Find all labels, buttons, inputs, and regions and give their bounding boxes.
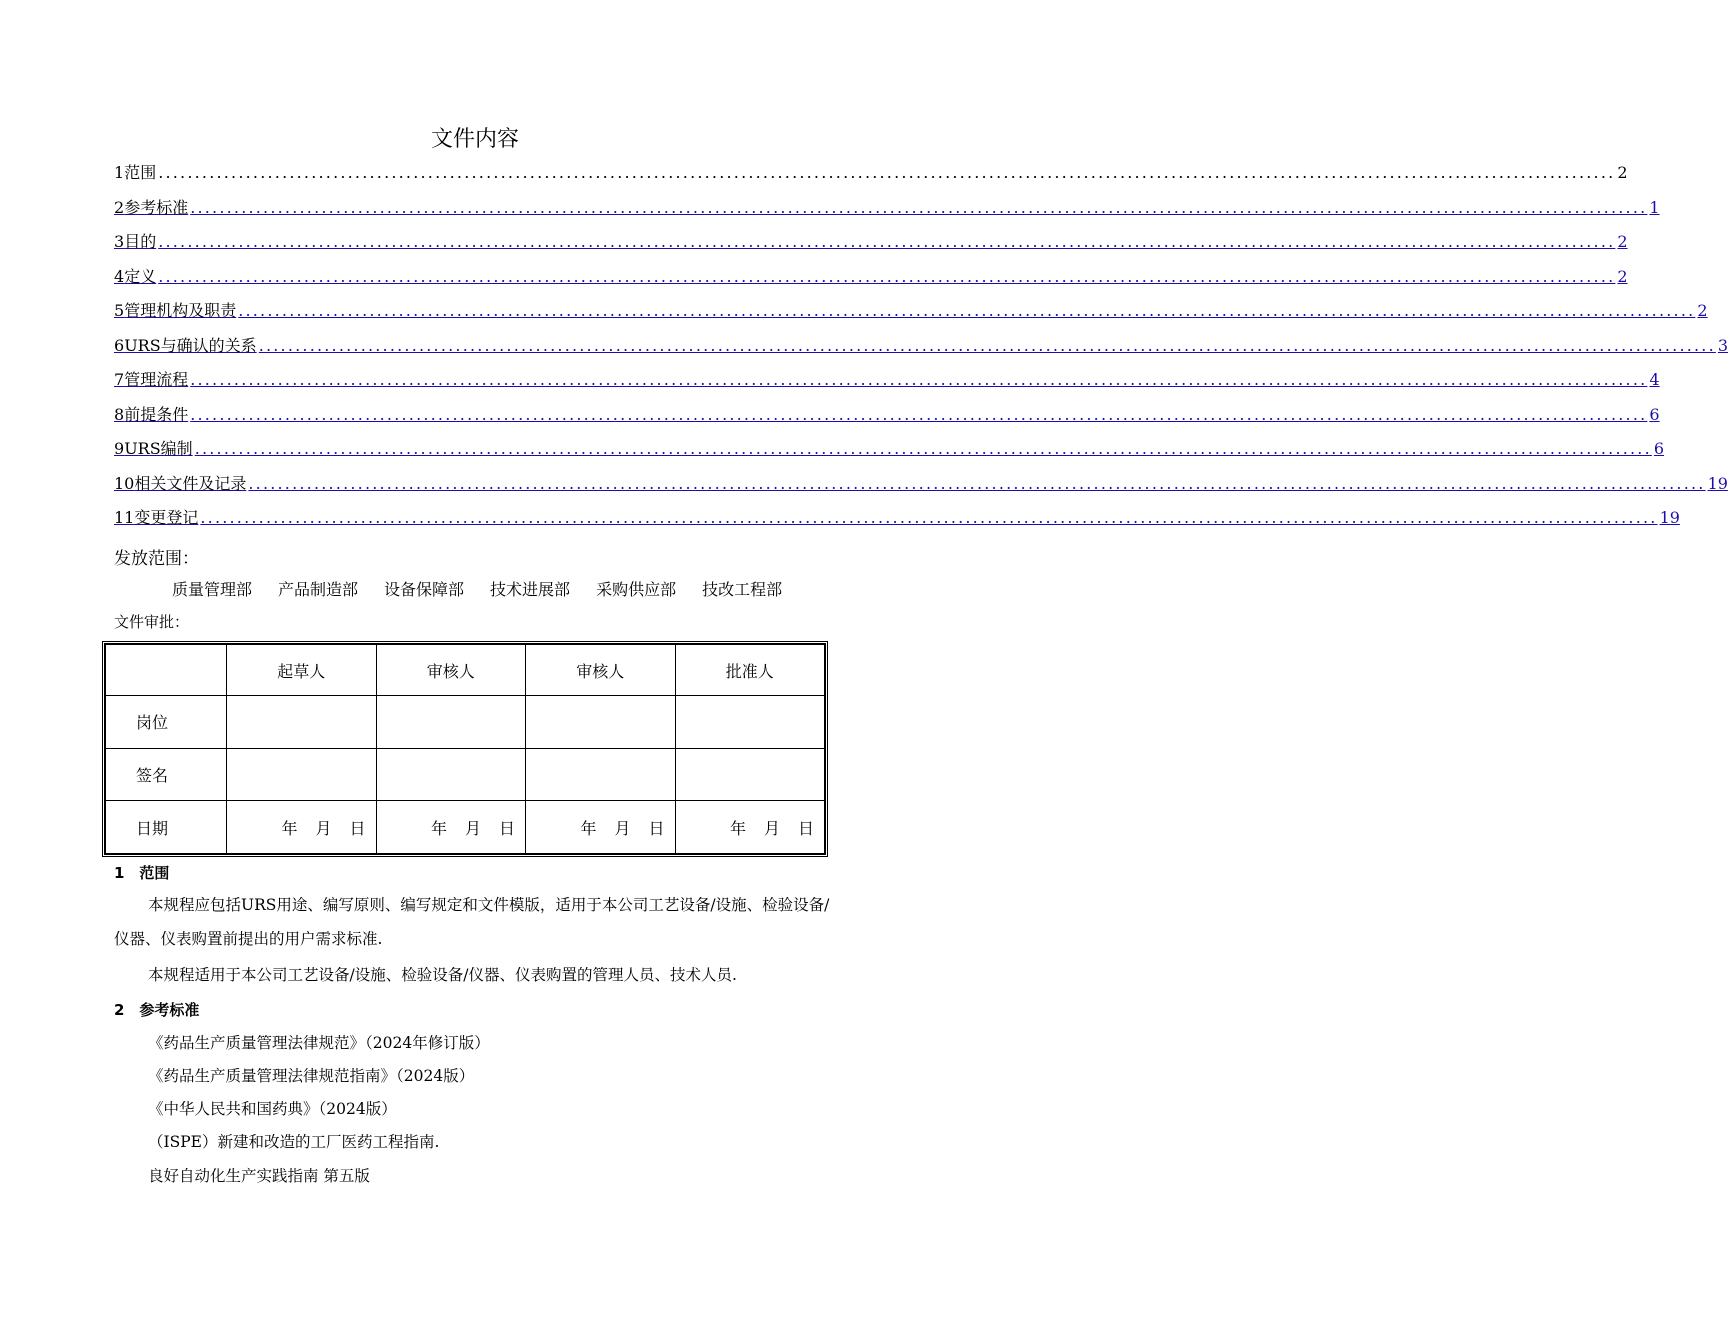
- position-cell[interactable]: [227, 696, 377, 749]
- toc-page-number: 19: [1707, 473, 1728, 493]
- toc-entry[interactable]: [114, 333, 1728, 368]
- toc-entry[interactable]: [114, 195, 1660, 230]
- toc-entry[interactable]: [114, 471, 1728, 506]
- toc-entry: [114, 160, 1628, 195]
- row-label-date: 日期: [106, 801, 227, 854]
- toc-page-number: 19: [1659, 508, 1680, 527]
- toc-page-number: 4: [1649, 370, 1660, 389]
- toc-entry[interactable]: [114, 264, 1628, 299]
- toc-label: 管理机构及职责: [124, 301, 237, 320]
- toc-leader-dots: ........................................................................................................................................................................................................: [238, 301, 1696, 320]
- corner-cell: [106, 645, 227, 696]
- reference-item: 《药品生产质量管理法律规范指南》（2024版）: [148, 1067, 475, 1085]
- date-cell[interactable]: 年 月 日: [526, 801, 676, 854]
- toc-leader-dots: ........................................................................................................................................................................................................: [200, 508, 1658, 527]
- approval-table: [102, 641, 828, 857]
- signature-cell[interactable]: [376, 748, 526, 801]
- toc-label: URS与确认的关系: [124, 335, 257, 355]
- toc-page-number: 2: [1697, 301, 1708, 320]
- position-cell[interactable]: [526, 696, 676, 749]
- toc-number: 8: [114, 404, 125, 424]
- row-label-signature: 签名: [106, 748, 227, 801]
- toc-label: 目的: [124, 232, 157, 251]
- department-item: 设备保障部: [384, 580, 465, 599]
- position-cell[interactable]: [376, 696, 526, 749]
- approval-label: 文件审批：: [114, 613, 190, 631]
- section2-heading: 2 参考标准: [114, 1001, 200, 1019]
- toc-number: 4: [114, 266, 125, 286]
- toc-leader-dots: ........................................................................................................................................................................................................: [190, 370, 1648, 389]
- toc-page-number: 6: [1653, 439, 1665, 458]
- signature-cell[interactable]: [675, 748, 825, 801]
- section1-paragraph: 本规程应包括URS用途、编写原则、编写规定和文件模版，适用于本公司工艺设备/设施、检验设备/仪器、仪表购置前提出的用户需求标准.: [114, 896, 830, 948]
- signature-cell[interactable]: [227, 748, 377, 801]
- toc-number: 1: [114, 163, 125, 182]
- reference-item: 《药品生产质量管理法律规范》（2024年修订版）: [148, 1034, 490, 1052]
- department-item: 技术进展部: [490, 580, 571, 599]
- signature-cell[interactable]: [526, 748, 676, 801]
- toc-label: URS编制: [124, 439, 193, 458]
- toc-number: 5: [114, 301, 125, 320]
- toc-entry[interactable]: [114, 505, 1680, 540]
- section1-paragraph: 本规程适用于本公司工艺设备/设施、检验设备/仪器、仪表购置的管理人员、技术人员.: [148, 966, 737, 984]
- position-cell[interactable]: [675, 696, 825, 749]
- toc-leader-dots: ........................................................................................................................................................................................................: [190, 404, 1648, 424]
- toc-number: 3: [114, 232, 125, 251]
- toc-label: 参考标准: [124, 197, 189, 217]
- toc-page-number: 2: [1617, 232, 1628, 251]
- toc-leader-dots: ........................................................................................................................................................................................................: [158, 163, 1616, 182]
- row-label-position: 岗位: [106, 696, 227, 749]
- date-cell[interactable]: 年 月 日: [675, 801, 825, 854]
- toc-leader-dots: ........................................................................................................................................................................................................: [248, 473, 1706, 493]
- toc-page-number: 1: [1649, 197, 1660, 217]
- toc-page-number: 6: [1649, 404, 1660, 424]
- toc-number: 6: [114, 335, 125, 355]
- toc-leader-dots: ........................................................................................................................................................................................................: [258, 335, 1716, 355]
- toc-page-number: 3: [1717, 335, 1728, 355]
- toc-label: 定义: [124, 266, 157, 286]
- toc-number: 7: [114, 370, 125, 389]
- toc-page-number: 2: [1617, 163, 1628, 182]
- toc-entry[interactable]: [114, 367, 1660, 402]
- date-cell[interactable]: 年 月 日: [376, 801, 526, 854]
- toc-label: 范围: [124, 163, 157, 182]
- toc-leader-dots: ........................................................................................................................................................................................................: [190, 197, 1648, 217]
- department-item: 质量管理部: [172, 580, 253, 599]
- toc-number: 11: [114, 508, 135, 527]
- table-of-contents: [114, 160, 1728, 540]
- toc-number: 2: [114, 197, 125, 217]
- document-title: 文件内容: [430, 127, 519, 152]
- reference-item: 《中华人民共和国药典》（2024版）: [148, 1100, 397, 1118]
- department-item: 产品制造部: [278, 580, 359, 599]
- toc-entry[interactable]: [114, 436, 1665, 471]
- header-drafter: 起草人: [227, 645, 377, 696]
- distribution-title: 发放范围：: [114, 549, 199, 569]
- toc-label: 前提条件: [124, 404, 189, 424]
- toc-entry[interactable]: [114, 229, 1628, 264]
- toc-label: 管理流程: [124, 370, 189, 389]
- reference-item: （ISPE）新建和改造的工厂医药工程指南.: [148, 1133, 440, 1151]
- toc-leader-dots: ........................................................................................................................................................................................................: [158, 266, 1616, 286]
- toc-page-number: 2: [1617, 266, 1628, 286]
- toc-label: 变更登记: [134, 508, 199, 527]
- toc-number: 9: [114, 439, 125, 458]
- header-approver: 批准人: [675, 645, 825, 696]
- section1-heading: 1 范围: [114, 864, 170, 882]
- department-item: 技改工程部: [702, 580, 783, 599]
- reference-item: 良好自动化生产实践指南 第五版: [148, 1167, 370, 1185]
- toc-leader-dots: ........................................................................................................................................................................................................: [158, 232, 1616, 251]
- toc-number: 10: [114, 473, 135, 493]
- department-list: [172, 577, 808, 600]
- toc-entry[interactable]: [114, 402, 1660, 437]
- header-reviewer: 审核人: [376, 645, 526, 696]
- date-cell[interactable]: 年 月 日: [227, 801, 377, 854]
- header-reviewer: 审核人: [526, 645, 676, 696]
- department-item: 采购供应部: [596, 580, 677, 599]
- toc-entry[interactable]: [114, 298, 1708, 333]
- toc-leader-dots: ........................................................................................................................................................................................................: [194, 439, 1652, 458]
- toc-label: 相关文件及记录: [134, 473, 247, 493]
